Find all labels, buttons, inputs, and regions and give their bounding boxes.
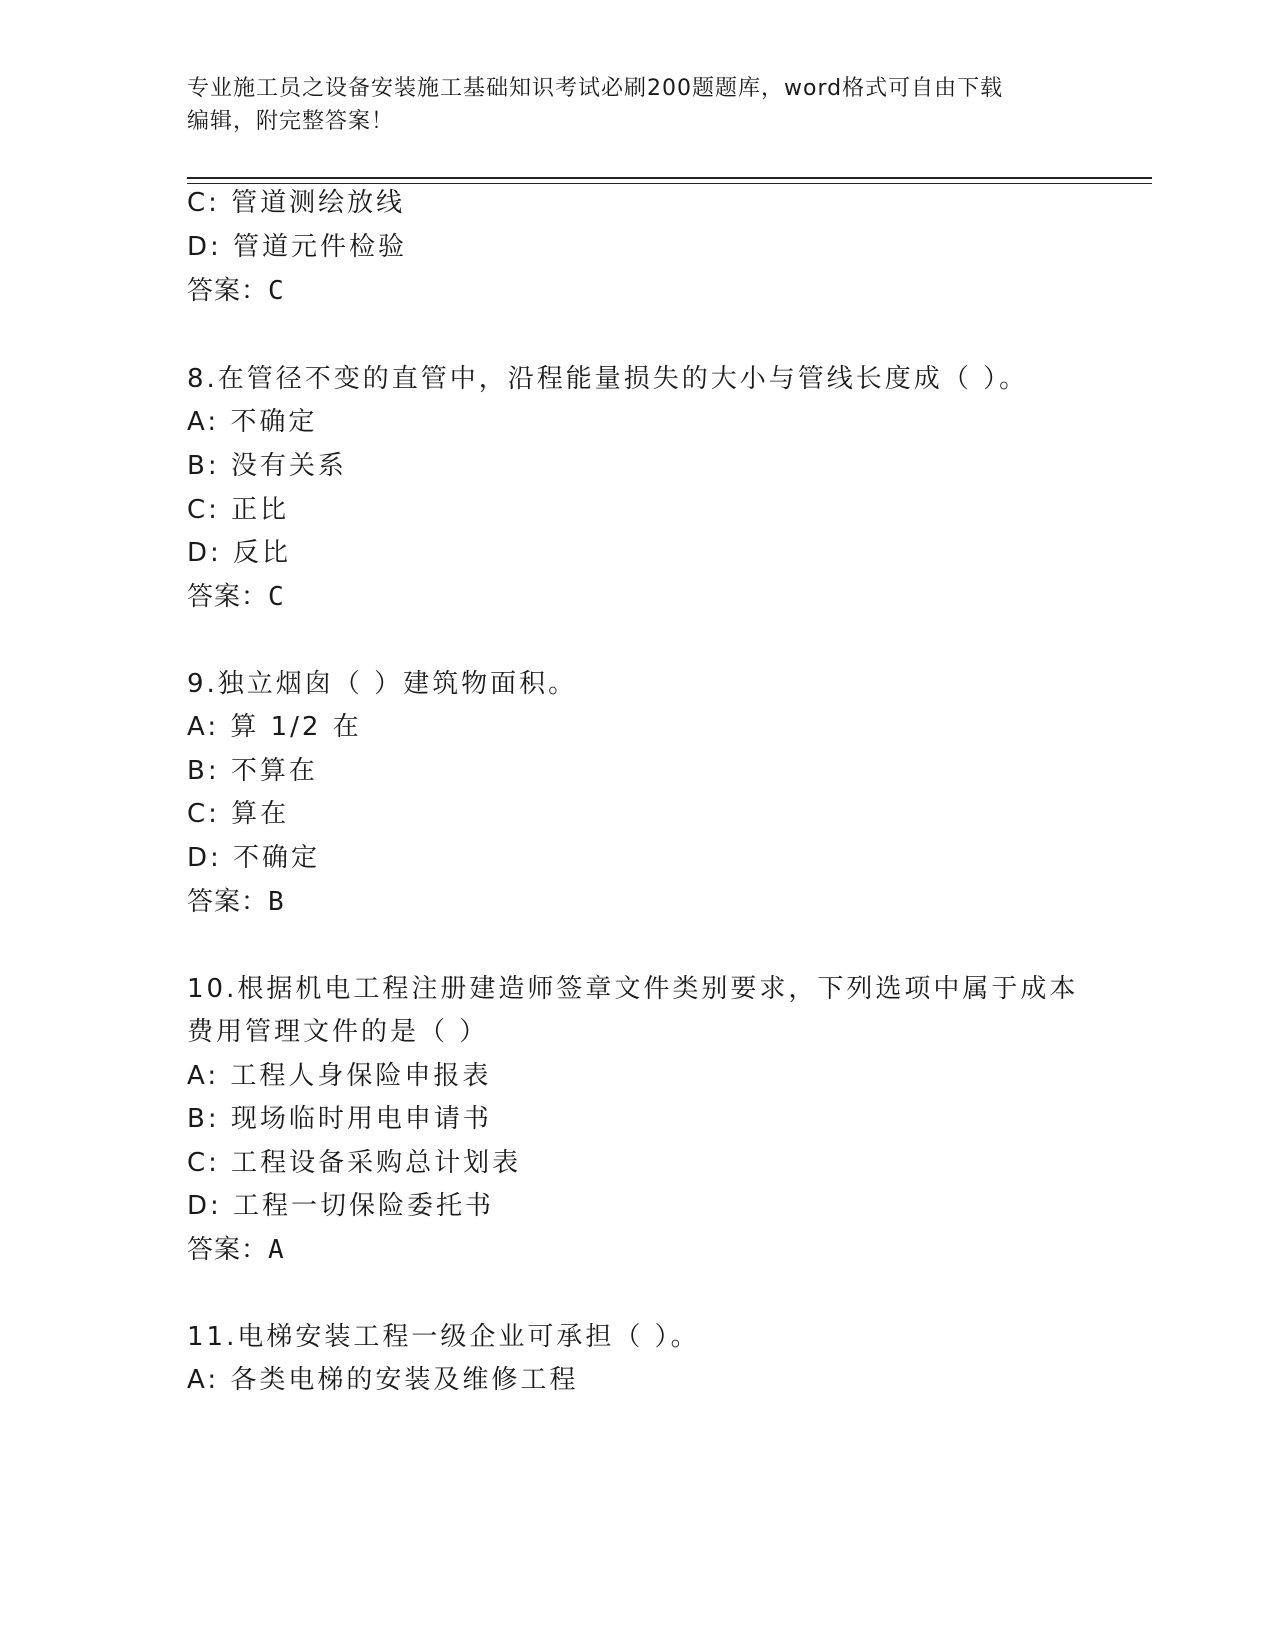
q9-option-b: B: 不算在 — [187, 756, 318, 786]
q7-option-c: C: 管道测绘放线 — [187, 188, 406, 218]
q10-question-line2: 费用管理文件的是（ ） — [187, 1017, 489, 1047]
q8-answer — [187, 581, 285, 613]
answer-label: 答案： — [187, 887, 269, 917]
answer-value: C — [268, 582, 285, 612]
q8-option-b: B: 没有关系 — [187, 451, 347, 481]
q7-answer — [187, 275, 285, 307]
answer-label: 答案： — [187, 582, 269, 612]
header-divider-thin — [187, 183, 1152, 184]
q10-option-a: A: 工程人身保险申报表 — [187, 1061, 492, 1091]
answer-label: 答案： — [187, 276, 269, 306]
q7-option-d: D: 管道元件检验 — [187, 232, 408, 262]
q8-option-c: C: 正比 — [187, 495, 290, 525]
q10-answer — [187, 1234, 285, 1266]
q9-option-c: C: 算在 — [187, 799, 290, 829]
q8-option-a: A: 不确定 — [187, 407, 318, 437]
q8-option-d: D: 反比 — [187, 538, 292, 568]
answer-value: C — [268, 276, 285, 306]
answer-label: 答案： — [187, 1235, 269, 1265]
q8-question: 8.在管径不变的直管中，沿程能量损失的大小与管线长度成（ ）。 — [187, 364, 1029, 394]
answer-value: A — [268, 1235, 285, 1265]
q9-answer — [187, 886, 285, 918]
document-header — [187, 72, 1067, 138]
q11-option-a: A: 各类电梯的安装及维修工程 — [187, 1365, 579, 1395]
q10-option-d: D: 工程一切保险委托书 — [187, 1191, 495, 1221]
q9-option-d: D: 不确定 — [187, 843, 321, 873]
q11-question: 11.电梯安装工程一级企业可承担（ ）。 — [187, 1322, 700, 1352]
q10-question-line1: 10.根据机电工程注册建造师签章文件类别要求，下列选项中属于成本 — [187, 974, 1079, 1004]
q9-option-a: A: 算 1/2 在 — [187, 712, 362, 742]
header-divider-thick — [187, 177, 1152, 179]
q10-option-b: B: 现场临时用电申请书 — [187, 1104, 492, 1134]
q10-option-c: C: 工程设备采购总计划表 — [187, 1148, 522, 1178]
header-title-line1: 专业施工员之设备安装施工基础知识考试必刷200题题库，word格式可自由下载 — [187, 76, 1004, 101]
q9-question: 9.独立烟囱（ ）建筑物面积。 — [187, 669, 578, 699]
answer-value: B — [268, 887, 285, 917]
header-title-line2: 编辑，附完整答案！ — [187, 109, 395, 134]
